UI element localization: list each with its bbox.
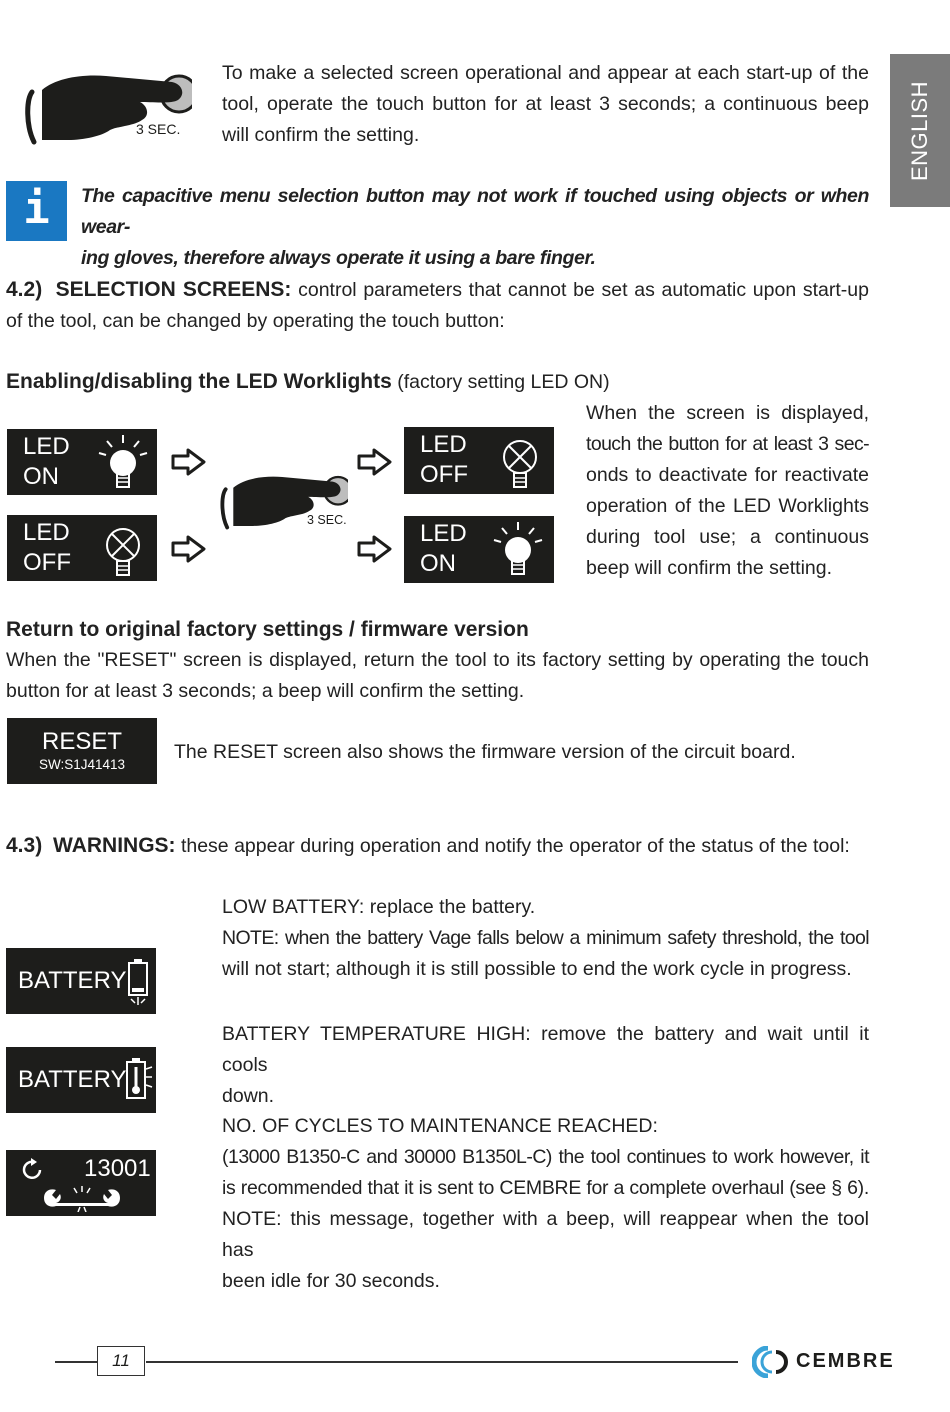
intro-line: tool, operate the touch button for at least 3 seconds; a continuous beep [222, 93, 869, 115]
warning-line: NOTE: when the battery Vage falls below a minimum safety threshold, the tool [222, 927, 869, 949]
led-description-line: When the screen is displayed, [586, 402, 869, 424]
language-tab [890, 54, 950, 207]
arrow-right-icon [356, 534, 394, 564]
reset-text-line: When the "RESET" screen is displayed, return the tool to its factory setting by operating the touch [6, 649, 869, 671]
warning-line: NOTE: this message, together with a beep, will reappear when the tool has [222, 1208, 869, 1261]
led-description-line: operation of the LED Worklights [586, 495, 869, 517]
led-off-screen [7, 515, 157, 581]
maintenance-text [222, 1111, 869, 1297]
led-screen-text: LED [420, 520, 467, 547]
warning-line: been idle for 30 seconds. [222, 1270, 440, 1292]
bulb-on-icon [93, 433, 153, 493]
reset-note: The RESET screen also shows the firmware version of the circuit board. [174, 741, 796, 763]
section-4-3 [6, 830, 869, 862]
info-note-line: ing gloves, therefore always operate it using a bare finger. [81, 247, 596, 269]
info-note [81, 181, 869, 274]
battery-screen-label: BATTERY [18, 1066, 127, 1093]
footer-rule [146, 1361, 738, 1363]
led-screen-text: OFF [23, 549, 71, 576]
arrow-right-icon [170, 447, 208, 477]
section-title: WARNINGS: [53, 834, 176, 857]
maintenance-cycle-count: 13001 [84, 1155, 151, 1182]
led-heading-note: (factory setting LED ON) [397, 371, 610, 393]
intro-paragraph [222, 58, 869, 151]
maintenance-screen [6, 1150, 156, 1216]
led-screen-text: OFF [420, 461, 468, 488]
low-battery-screen [6, 948, 156, 1014]
led-description-line: touch the button for at least 3 sec- [586, 433, 869, 455]
hand-press-icon [22, 70, 192, 150]
wrench-icon [40, 1184, 124, 1212]
led-screen-text: ON [420, 550, 456, 577]
arrow-right-icon [356, 447, 394, 477]
warning-line: NO. OF CYCLES TO MAINTENANCE REACHED: [222, 1115, 658, 1137]
language-tab-label: ENGLISH [907, 80, 932, 181]
warning-line: (13000 B1350-C and 30000 B1350L-C) the tool continues to work however, it [222, 1146, 869, 1168]
info-icon-letter: i [23, 183, 50, 234]
led-heading [6, 366, 610, 398]
section-title: SELECTION SCREENS: [55, 278, 292, 301]
hand-press-label: 3 SEC. [307, 513, 347, 527]
section-4-2 [6, 274, 869, 337]
section-text: these appear during operation and notify the operator of the status of the tool: [175, 835, 850, 857]
section-text: of the tool, can be changed by operating the touch button: [6, 310, 505, 332]
led-screen-text: LED [420, 431, 467, 458]
cembre-logo-icon [752, 1346, 788, 1378]
led-on-screen [404, 516, 554, 583]
warning-line: down. [222, 1085, 275, 1107]
cycle-icon [20, 1158, 48, 1182]
reset-heading: Return to original factory settings / firmware version [6, 618, 529, 641]
bulb-off-icon [95, 519, 151, 579]
led-off-screen [404, 427, 554, 494]
warning-line: LOW BATTERY: replace the battery. [222, 896, 536, 918]
led-on-screen [7, 429, 157, 495]
page-number: 11 [97, 1346, 145, 1376]
intro-line: To make a selected screen operational and appear at each start-up of the [222, 62, 869, 84]
led-description [586, 398, 869, 584]
section-text: control parameters that cannot be set as automatic upon start-up [291, 279, 869, 301]
intro-line: will confirm the setting. [222, 124, 420, 146]
battery-screen-label: BATTERY [18, 967, 127, 994]
info-icon [6, 181, 67, 241]
led-description-line: onds to deactivate for reactivate [586, 464, 869, 486]
battery-temperature-screen [6, 1047, 156, 1113]
section-number: 4.2) [6, 278, 43, 301]
led-description-line: during tool use; a continuous [586, 526, 869, 548]
reset-screen [7, 718, 157, 784]
warning-line: will not start; although it is still possible to end the work cycle in progress. [222, 958, 852, 980]
reset-screen-version: SW:S1J41413 [38, 757, 126, 772]
battery-low-icon [126, 958, 150, 1006]
warning-line: BATTERY TEMPERATURE HIGH: remove the battery and wait until it cools [222, 1023, 869, 1076]
led-heading-title: Enabling/disabling the LED Worklights [6, 370, 392, 393]
reset-section [6, 614, 869, 707]
hand-press-label: 3 SEC. [136, 121, 181, 137]
bulb-off-icon [492, 431, 548, 491]
footer-rule [55, 1361, 97, 1363]
info-note-line: The capacitive menu selection button may not work if touched using objects or when wear- [81, 185, 869, 238]
led-description-line: beep will confirm the setting. [586, 557, 833, 579]
low-battery-text [222, 892, 869, 985]
led-screen-text: ON [23, 463, 59, 490]
warning-line: is recommended that it is sent to CEMBRE for a complete overhaul (see § 6). [222, 1177, 869, 1199]
cembre-logo-text: CEMBRE [796, 1350, 895, 1372]
battery-temperature-icon [124, 1057, 154, 1105]
battery-temperature-text [222, 1019, 869, 1112]
led-screen-text: LED [23, 433, 70, 460]
reset-screen-title: RESET [41, 728, 122, 755]
reset-text-line: button for at least 3 seconds; a beep will confirm the setting. [6, 680, 525, 702]
section-number: 4.3) [6, 834, 43, 857]
arrow-right-icon [170, 534, 208, 564]
led-screen-text: LED [23, 519, 70, 546]
bulb-on-icon [488, 520, 548, 580]
